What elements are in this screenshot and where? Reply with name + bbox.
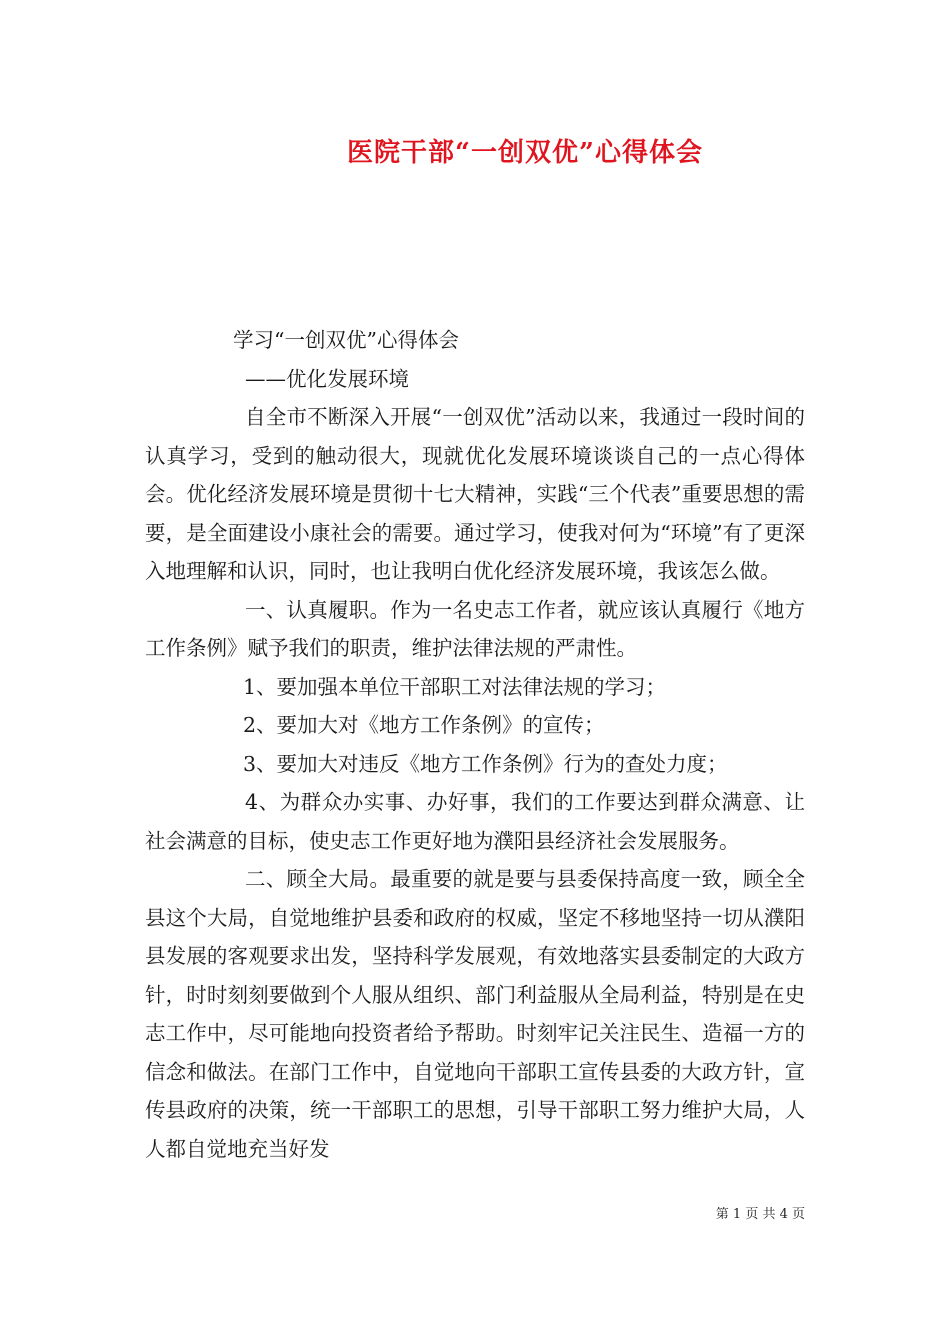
- list-item-3: 3、要加大对违反《地方工作条例》行为的查处力度；: [243, 751, 728, 776]
- page-title: 医院干部“一创双优”心得体会: [347, 138, 703, 168]
- list-item-4: 4、为群众办实事、办好事，我们的工作要达到群众满意、让社会满意的目标，使史志工作更好地为濮阳县经济社会发展服务。: [145, 790, 805, 853]
- document-body: [145, 321, 805, 1168]
- paragraph-section-two: 二、顾全大局。最重要的就是要与县委保持高度一致，顾全全县这个大局，自觉地维护县委和政府的权威，坚定不移地坚持一切从濮阳县发展的客观要求出发，坚持科学发展观，有效地落实县委制定的大政方针，时时刻刻要做到个人服从组织、部门利益服从全局利益，特别是在史志工作中，尽可能地向投资者给予帮助。时刻牢记关注民生、造福一方的信念和做法。在部门工作中，自觉地向干部职工宣传县委的大政方针，宣传县政府的决策，统一干部职工的思想，引导干部职工努力维护大局，人人都自觉地充当好发: [145, 867, 805, 1161]
- document-subheading: ——优化发展环境: [245, 366, 409, 391]
- document-subtitle: 学习“一创双优”心得体会: [233, 328, 459, 352]
- page-footer: 第 1 页 共 4 页: [715, 1207, 805, 1222]
- paragraph-intro: 自全市不断深入开展“一创双优”活动以来，我通过一段时间的认真学习，受到的触动很大，现就优化发展环境谈谈自己的一点心得体会。优化经济发展环境是贯彻十七大精神，实践“三个代表”重要思想的需要，是全面建设小康社会的需要。通过学习，使我对何为“环境”有了更深入地理解和认识，同时，也让我明白优化经济发展环境，我该怎么做。: [145, 405, 805, 583]
- list-item-1: 1、要加强本单位干部职工对法律法规的学习；: [243, 674, 667, 699]
- list-item-2: 2、要加大对《地方工作条例》的宣传；: [243, 713, 605, 737]
- paragraph-section-one: 一、认真履职。作为一名史志工作者，就应该认真履行《地方工作条例》赋予我们的职责，维护法律法规的严肃性。: [145, 597, 805, 660]
